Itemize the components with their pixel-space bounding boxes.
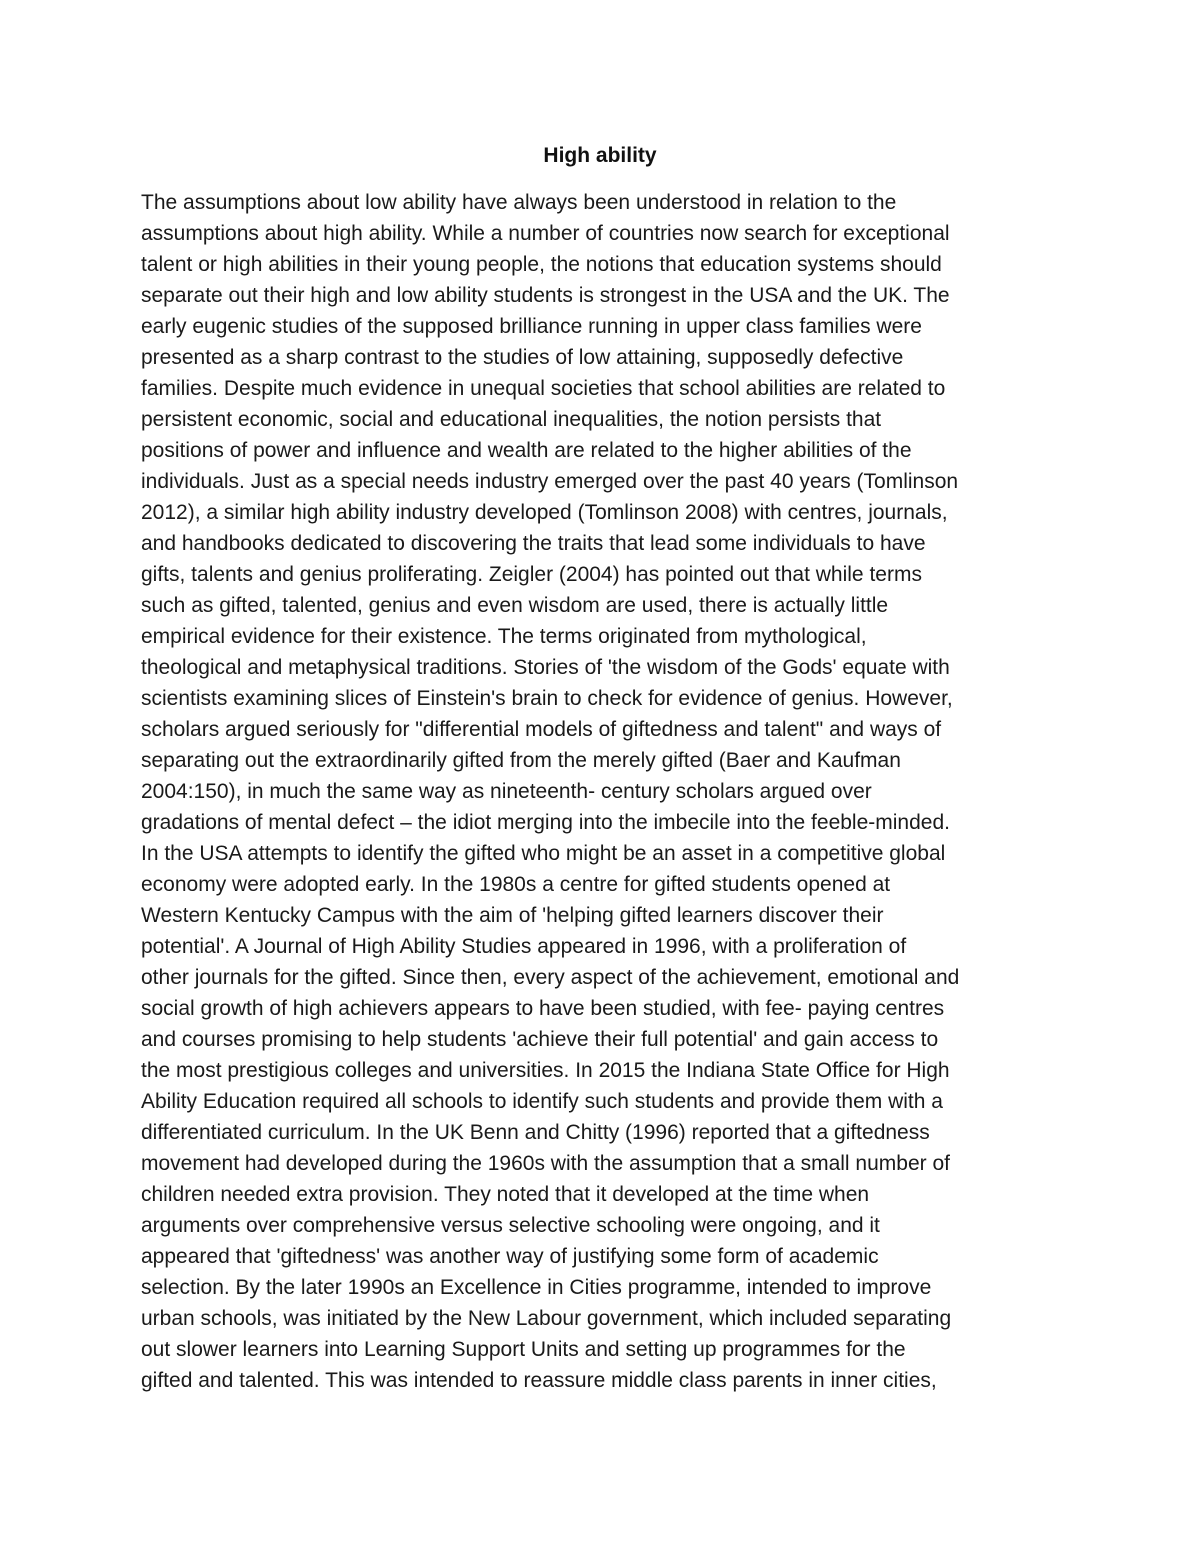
text-line: persistent economic, social and educational inequalities, the notion persists that xyxy=(141,408,882,431)
text-line: appeared that 'giftedness' was another way of justifying some form of academic xyxy=(141,1245,879,1268)
text-line: economy were adopted early. In the 1980s a centre for gifted students opened at xyxy=(141,873,891,896)
text-line: separate out their high and low ability students is strongest in the USA and the UK. The xyxy=(141,284,950,307)
text-line: scientists examining slices of Einstein's brain to check for evidence of genius. However, xyxy=(141,687,953,710)
text-line: 2004:150), in much the same way as nineteenth- century scholars argued over xyxy=(141,780,872,803)
text-line: gradations of mental defect – the idiot merging into the imbecile into the feeble-minded. xyxy=(141,811,950,834)
text-line: assumptions about high ability. While a number of countries now search for exceptional xyxy=(141,222,950,245)
text-line: empirical evidence for their existence. The terms originated from mythological, xyxy=(141,625,867,648)
text-line: movement had developed during the 1960s with the assumption that a small number of xyxy=(141,1152,950,1175)
text-line: 2012), a similar high ability industry developed (Tomlinson 2008) with centres, journals, xyxy=(141,501,948,524)
text-line: such as gifted, talented, genius and even wisdom are used, there is actually little xyxy=(141,594,889,617)
text-line: and handbooks dedicated to discovering the traits that lead some individuals to have xyxy=(141,532,926,555)
text-line: urban schools, was initiated by the New Labour government, which included separating xyxy=(141,1307,952,1330)
text-line: arguments over comprehensive versus selective schooling were ongoing, and it xyxy=(141,1214,880,1237)
text-line: separating out the extraordinarily gifted from the merely gifted (Baer and Kaufman xyxy=(141,749,901,772)
text-line: differentiated curriculum. In the UK Benn and Chitty (1996) reported that a giftedness xyxy=(141,1121,930,1144)
body-paragraph xyxy=(141,187,1081,1396)
text-line: theological and metaphysical traditions. Stories of 'the wisdom of the Gods' equate with xyxy=(141,656,950,679)
text-line: talent or high abilities in their young people, the notions that education systems should xyxy=(141,253,942,276)
text-line: potential'. A Journal of High Ability Studies appeared in 1996, with a proliferation of xyxy=(141,935,907,958)
text-line: positions of power and influence and wealth are related to the higher abilities of the xyxy=(141,439,912,462)
text-line: gifts, talents and genius proliferating. Zeigler (2004) has pointed out that while terms xyxy=(141,563,922,586)
text-line: children needed extra provision. They noted that it developed at the time when xyxy=(141,1183,870,1206)
text-line: The assumptions about low ability have always been understood in relation to the xyxy=(141,191,897,214)
page-title: High ability xyxy=(543,144,657,167)
text-line: scholars argued seriously for "differential models of giftedness and talent" and ways of xyxy=(141,718,942,741)
text-line: families. Despite much evidence in unequal societies that school abilities are related to xyxy=(141,377,946,400)
text-line: social growth of high achievers appears to have been studied, with fee- paying centres xyxy=(141,997,945,1020)
text-line: Western Kentucky Campus with the aim of 'helping gifted learners discover their xyxy=(141,904,884,927)
text-line: out slower learners into Learning Support Units and setting up programmes for the xyxy=(141,1338,906,1361)
text-line: gifted and talented. This was intended to reassure middle class parents in inner cities, xyxy=(141,1369,937,1392)
text-line: In the USA attempts to identify the gifted who might be an asset in a competitive global xyxy=(141,842,946,865)
text-line: presented as a sharp contrast to the studies of low attaining, supposedly defective xyxy=(141,346,904,369)
text-line: the most prestigious colleges and universities. In 2015 the Indiana State Office for High xyxy=(141,1059,950,1082)
text-line: early eugenic studies of the supposed brilliance running in upper class families were xyxy=(141,315,922,338)
text-line: Ability Education required all schools to identify such students and provide them with a xyxy=(141,1090,943,1113)
text-line: selection. By the later 1990s an Excellence in Cities programme, intended to improve xyxy=(141,1276,932,1299)
text-line: individuals. Just as a special needs industry emerged over the past 40 years (Tomlinson xyxy=(141,470,959,493)
text-line: and courses promising to help students 'achieve their full potential' and gain access to xyxy=(141,1028,939,1051)
text-line: other journals for the gifted. Since then, every aspect of the achievement, emotional and xyxy=(141,966,960,989)
